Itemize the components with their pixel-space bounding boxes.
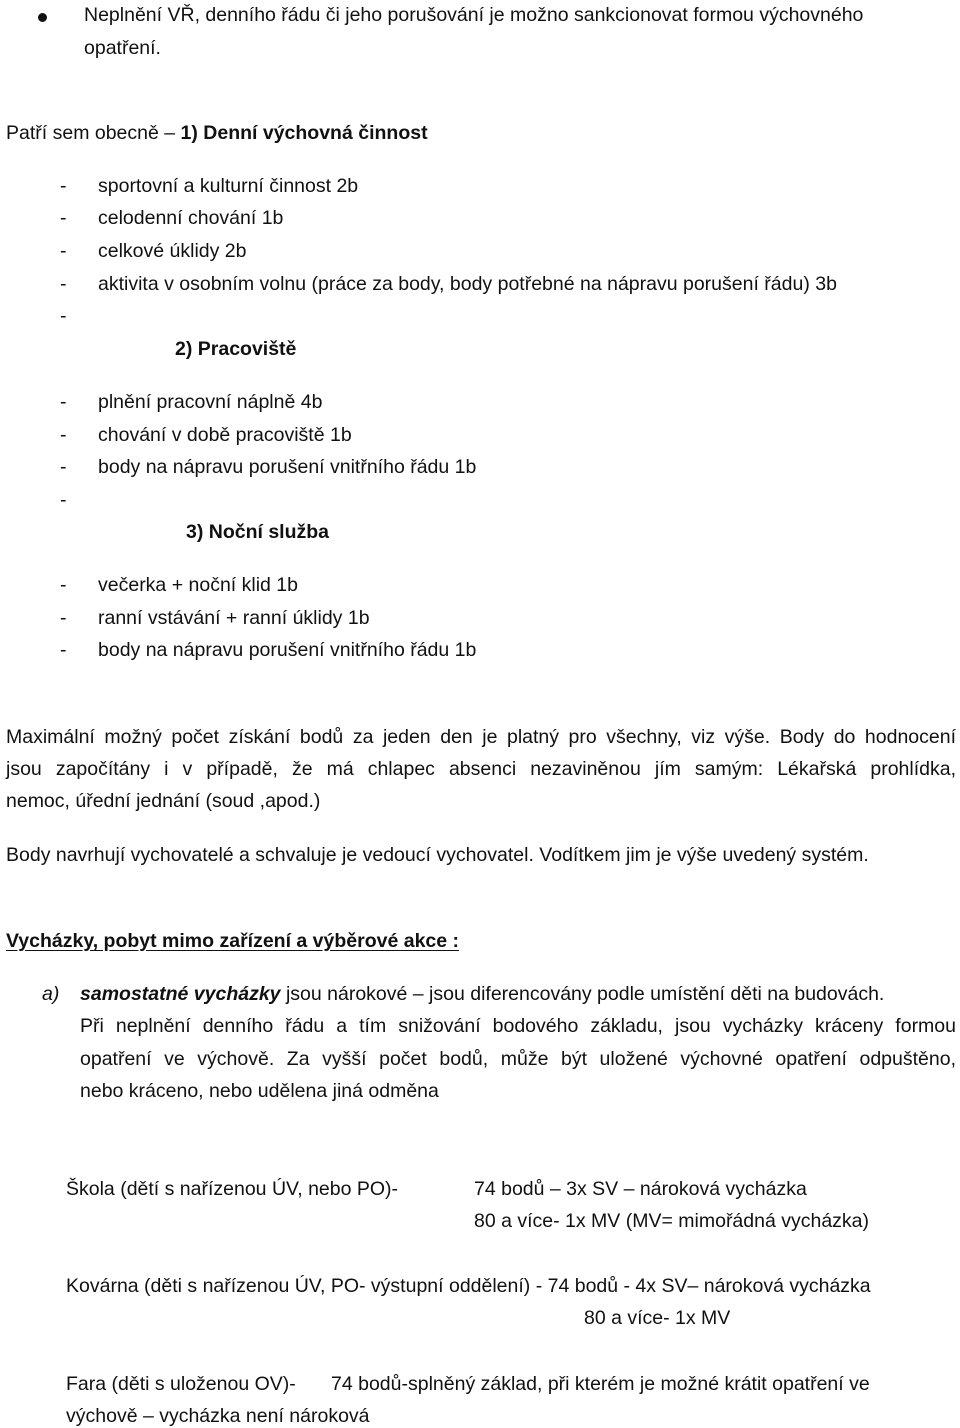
group-label: Škola (dětí s nařízenou ÚV, nebo PO)- [66,1178,399,1200]
list-dash: - [60,175,67,197]
item-text: jsou nárokové – jsou diferencovány podle umístění děti na budovách. [280,983,885,1005]
bullet-text-line1: Neplnění VŘ, denního řádu či jeho porušování je možno sankcionovat formou výchovného [84,4,864,26]
list-item: celkové úklidy 2b [98,240,247,262]
list-item: body na nápravu porušení vnitřního řádu 1b [98,456,477,478]
group-rule: výchově – vycházka není nároková [66,1405,370,1427]
list-dash: - [60,305,67,327]
bullet-item [0,4,960,64]
walks-heading: Vycházky, pobyt mimo zařízení a výběrové akce : [6,930,460,952]
list-dash: - [60,207,67,229]
section1-heading: 1) Denní výchovná činnost [180,122,428,144]
group-rule: 80 a více- 1x MV [584,1307,731,1329]
group-rule: Kovárna (děti s nařízenou ÚV, PO- výstupní oddělení) - 74 bodů - 4x SV– nároková vycházka [66,1275,871,1297]
list-dash: - [60,424,67,446]
list-item: plnění pracovní náplně 4b [98,391,323,413]
approval-note: Body navrhují vychovatelé a schvaluje je vedoucí vychovatel. Vodítkem jim je výše uvedený systém. [6,844,869,866]
group-rule: 74 bodů – 3x SV – nároková vycházka [474,1178,807,1200]
item-emphasis: samostatné vycházky [80,983,281,1005]
list-dash: - [60,273,67,295]
summary-line: jsou započítány i v případě, že má chlapec absenci nezaviněnou jím samým: Lékařská prohlídka, [6,758,956,780]
list-item: sportovní a kulturní činnost 2b [98,175,359,197]
bullet-text-line2: opatření. [84,37,161,59]
summary-line: Maximální možný počet získání bodů za jeden den je platný pro všechny, viz výše. Body do hodnocení [6,726,956,748]
section1-intro-prefix: Patří sem obecně – [6,122,181,144]
list-item: celodenní chování 1b [98,207,284,229]
list-item: ranní vstávání + ranní úklidy 1b [98,607,370,629]
summary-line: nemoc, úřední jednání (soud ,apod.) [6,790,321,812]
list-item: body na nápravu porušení vnitřního řádu 1b [98,639,477,661]
group-label: Fara (děti s uloženou OV)- [66,1373,296,1395]
list-dash: - [60,391,67,413]
section1-intro [6,124,428,144]
item-marker: a) [42,983,60,1005]
list-dash: - [60,639,67,661]
list-dash: - [60,456,67,478]
group-rule: 74 bodů-splněný základ, při kterém je možné krátit opatření ve [331,1373,870,1395]
section3-heading: 3) Noční služba [186,521,330,543]
section2-heading: 2) Pracoviště [175,338,297,360]
list-item: aktivita v osobním volnu (práce za body, body potřebné na nápravu porušení řádu) 3b [98,273,837,295]
list-item: chování v době pracoviště 1b [98,424,352,446]
group-rule: 80 a více- 1x MV (MV= mimořádná vycházka) [474,1210,870,1232]
bullet-icon [38,13,47,22]
item-text: nebo kráceno, nebo udělena jiná odměna [80,1080,439,1102]
list-dash: - [60,489,67,511]
list-dash: - [60,607,67,629]
item-text: opatření ve výchově. Za vyšší počet bodů, může být uložené výchovné opatření odpuštěno, [80,1048,956,1070]
list-item: večerka + noční klid 1b [98,574,298,596]
item-text: Při neplnění denního řádu a tím snižování bodového základu, jsou vycházky kráceny formou [80,1015,956,1037]
list-dash: - [60,240,67,262]
list-dash: - [60,574,67,596]
